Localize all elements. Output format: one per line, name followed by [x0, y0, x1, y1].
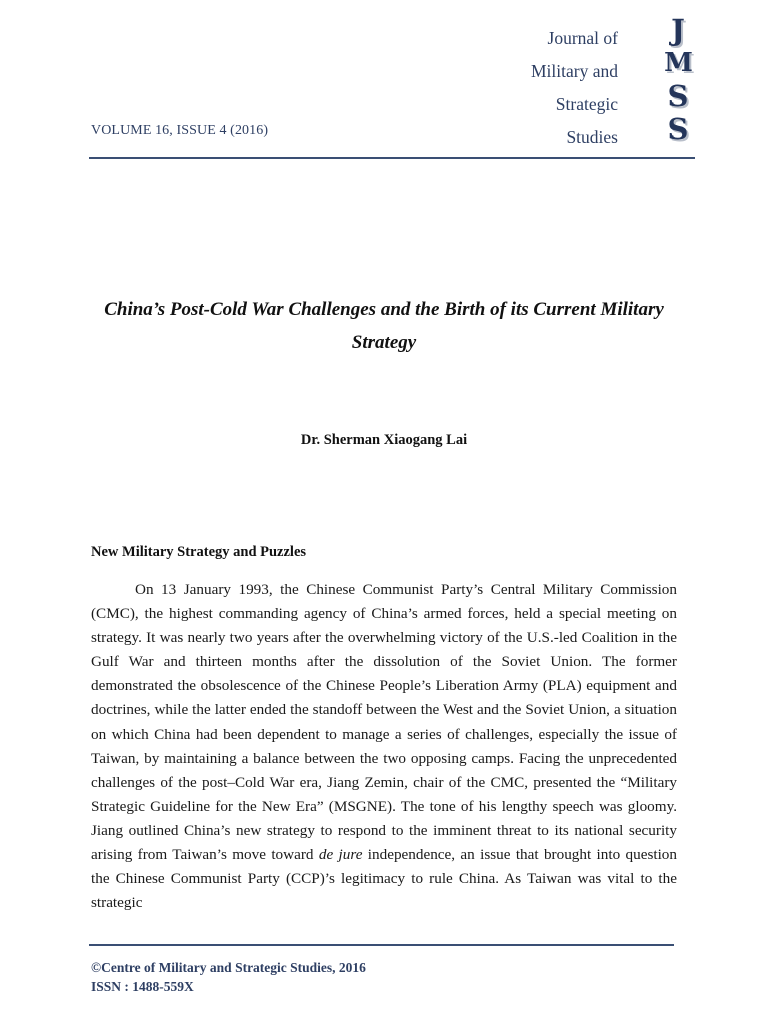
- logo-letter-j: J: [671, 13, 685, 47]
- body-paragraph: [91, 578, 677, 915]
- jmss-logo: [655, 14, 701, 146]
- paragraph-italic-term: de jure: [318, 846, 363, 864]
- journal-name-line-2: Military and: [531, 61, 618, 81]
- article-title: China’s Post-Cold War Challenges and the Birth of its Current Military Strategy: [104, 299, 664, 353]
- footer-issn: ISSN : 1488-559X: [91, 979, 194, 994]
- header-divider: [89, 157, 695, 159]
- logo-letter-s2: S: [667, 112, 689, 146]
- journal-name: [531, 22, 618, 154]
- section-heading: New Military Strategy and Puzzles: [91, 544, 307, 560]
- volume-issue: VOLUME 16, ISSUE 4 (2016): [91, 123, 269, 138]
- footer: [91, 958, 366, 996]
- journal-name-line-3: Strategic: [555, 94, 618, 114]
- paragraph-text-start: On 13 January 1993, the Chinese Communist Party’s Central Military Commission (CMC), the highest commanding agency of China’s armed forces, held a special meeting on strategy. It was nearly two years after the overwhelming victory of the U.S.-led Coalition in the Gulf War and thirteen months after the dissolution of the Soviet Union. The former demonstrated the obsolescence of the Chinese People’s Liberation Army (PLA) equipment and doctrines, while the latter ended the standoff between the West and the Soviet Union, a situation on which China had been dependent to manage a series of challenges, especially the issue of Taiwan, by maintaining a balance between the two opposing camps. Facing the unprecedented challenges of the post–Cold War era, Jiang Zemin, chair of the CMC, presented the “Military Strategic Guideline for the New Era” (MSGNE). The tone of his lengthy speech was gloomy. Jiang outlined China’s new strategy to respond to the imminent threat to its national security arising from Taiwan’s move toward: [91, 581, 677, 864]
- logo-letter-m: M: [664, 48, 692, 78]
- paragraph-text-end: independence, an issue that brought into question the Chinese Communist Party (CCP)’s legitimacy to rule China. As Taiwan was vital to the strategic: [91, 846, 677, 912]
- footer-divider: [89, 944, 674, 946]
- footer-copyright: ©Centre of Military and Strategic Studies, 2016: [91, 960, 366, 975]
- journal-name-line-1: Journal of: [547, 28, 618, 48]
- logo-letter-s1: S: [667, 79, 689, 113]
- article-author: Dr. Sherman Xiaogang Lai: [300, 432, 468, 448]
- journal-name-line-4: Studies: [566, 127, 618, 147]
